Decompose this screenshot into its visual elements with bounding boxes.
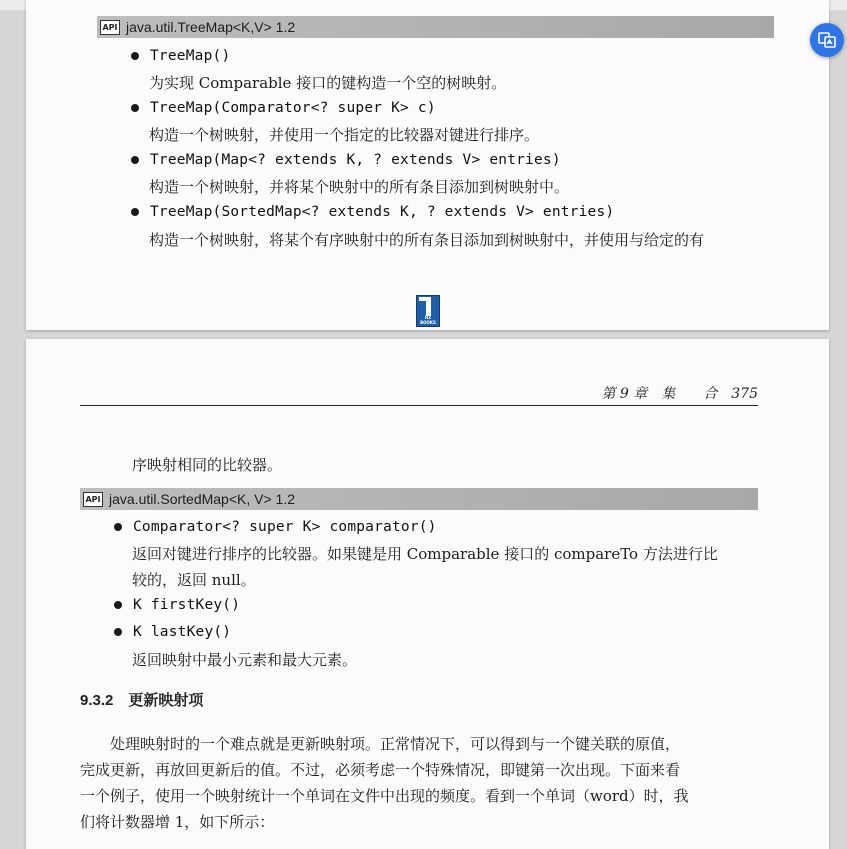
- api-entry: [131, 152, 561, 168]
- api-entry: [131, 48, 230, 64]
- paragraph-line: 们将计数器增 1，如下所示：: [80, 813, 275, 831]
- method-signature: Comparator<? super K> comparator(): [133, 519, 437, 535]
- method-description: 为实现 Comparable 接口的键构造一个空的树映射。: [149, 74, 507, 92]
- bullet-icon: [131, 104, 139, 112]
- image-translate-icon: [818, 31, 836, 49]
- body-paragraph: [80, 731, 760, 835]
- document-page-2: [26, 339, 829, 849]
- api-entry: [131, 204, 614, 220]
- method-description: 构造一个树映射，并使用一个指定的比较器对键进行排序。: [149, 126, 540, 144]
- api-entry: [114, 597, 240, 613]
- translate-image-button[interactable]: [810, 23, 844, 57]
- paragraph-line: 处理映射时的一个难点就是更新映射项。正常情况下，可以得到与一个键关联的原值，: [80, 735, 681, 753]
- method-signature: K firstKey(): [133, 597, 241, 613]
- method-description: 返回映射中最小元素和最大元素。: [132, 651, 358, 669]
- api-class-title: java.util.TreeMap<K,V> 1.2: [126, 19, 296, 35]
- bullet-icon: [114, 523, 122, 531]
- method-signature: TreeMap(): [150, 48, 231, 64]
- bullet-icon: [114, 628, 122, 636]
- publisher-logo: HZ BOOKS: [416, 295, 440, 327]
- api-entry: [114, 624, 231, 640]
- api-entry: [131, 100, 436, 116]
- paragraph-line: 一个例子，使用一个映射统计一个单词在文件中出现的频度。看到一个单词（word）时，我: [80, 787, 689, 805]
- method-description: 构造一个树映射，将某个有序映射中的所有条目添加到树映射中，并使用与给定的有: [149, 231, 705, 249]
- paragraph-line: 完成更新，再放回更新后的值。不过，必须考虑一个特殊情况，即键第一次出现。下面来看: [80, 761, 681, 779]
- bullet-icon: [131, 52, 139, 60]
- method-signature: K lastKey(): [133, 624, 232, 640]
- method-description: 较的，返回 null。: [132, 571, 256, 589]
- bullet-icon: [131, 156, 139, 164]
- document-page-1: [26, 0, 829, 330]
- api-icon: API: [100, 20, 120, 35]
- bullet-icon: [114, 601, 122, 609]
- section-heading: 9.3.2 更新映射项: [80, 692, 204, 709]
- continuation-text: 序映射相同的比较器。: [132, 456, 283, 474]
- api-entry: [114, 519, 437, 535]
- api-icon: API: [83, 492, 103, 507]
- method-description: 返回对键进行排序的比较器。如果键是用 Comparable 接口的 compareTo 方法进行比: [132, 545, 718, 563]
- bullet-icon: [131, 208, 139, 216]
- running-header: [80, 377, 758, 406]
- method-signature: TreeMap(Comparator<? super K> c): [150, 100, 436, 116]
- api-header-bar: [80, 488, 758, 510]
- api-class-title: java.util.SortedMap<K, V> 1.2: [109, 491, 295, 507]
- method-signature: TreeMap(Map<? extends K, ? extends V> entries): [150, 152, 561, 168]
- chapter-page-number: 第 9 章 集 合 375: [601, 386, 758, 402]
- method-description: 构造一个树映射，并将某个映射中的所有条目添加到树映射中。: [149, 178, 570, 196]
- method-signature: TreeMap(SortedMap<? extends K, ? extends V> entries): [150, 204, 615, 220]
- api-header-bar: [97, 16, 774, 38]
